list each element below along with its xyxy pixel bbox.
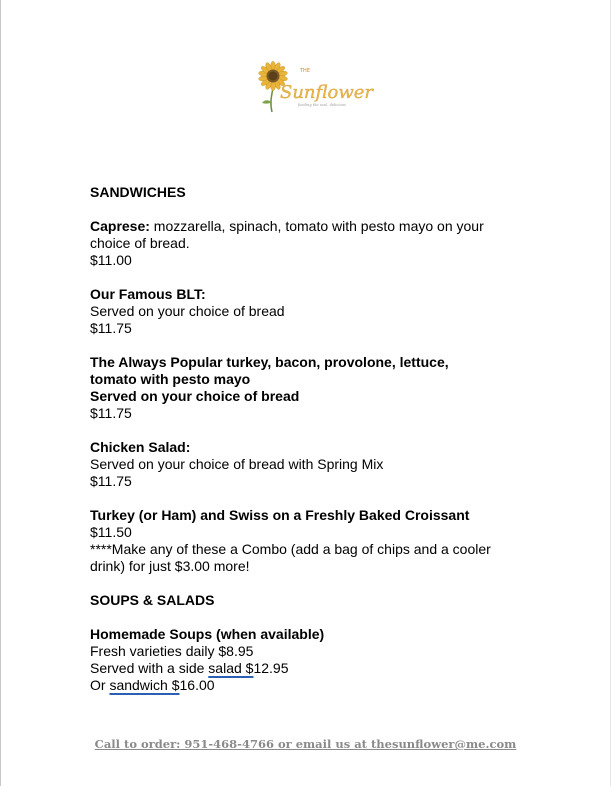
menu-item-croissant [90,507,530,575]
menu-item-caprese [90,218,530,269]
soups-line-3 [90,677,530,694]
caprese-line-1 [90,218,530,235]
menu-content [90,184,530,694]
caprese-price: $11.00 [90,252,132,268]
blt-desc: Served on your choice of bread [90,303,285,319]
blt-price: $11.75 [90,320,132,336]
salad-spellcheck-underline: salad $ [208,660,254,676]
soups-line-3-pre: Or [90,677,110,693]
page-left-edge [0,0,1,786]
sandwich-spellcheck-underline: sandwich $ [109,677,180,693]
sunflower-logo [256,58,374,114]
popular-line-1: The Always Popular turkey, bacon, provolone, lettuce, [90,354,449,370]
chicken-desc: Served on your choice of bread with Spring Mix [90,456,384,472]
croissant-price: $11.50 [90,524,132,540]
popular-price: $11.75 [90,405,132,421]
menu-item-popular [90,354,530,422]
popular-line-3: Served on your choice of bread [90,388,300,404]
sunflower-icon [256,58,374,114]
soups-line-2 [90,660,530,677]
menu-item-blt [90,286,530,337]
menu-item-soups [90,626,530,694]
soups-line-1: Fresh varieties daily $8.95 [90,643,254,659]
logo-name: Sunflower [280,82,374,103]
soups-line-2-post: 12.95 [253,660,289,676]
caprese-desc-2: choice of bread. [90,235,190,251]
caprese-name: Caprese: [90,218,150,234]
menu-item-chicken-salad [90,439,530,490]
croissant-name: Turkey (or Ham) and Swiss on a Freshly Baked Croissant [90,507,470,523]
sandwiches-heading: SANDWICHES [90,184,186,200]
soups-heading: SOUPS & SALADS [90,592,215,608]
footer-contact-link[interactable]: Call to order: 951-468-4766 or email us at thesunflower@me.com [94,737,517,751]
logo-small-text: THE [300,68,310,74]
logo-tagline: feeding the soul, delicious [298,103,346,107]
caprese-desc-1: mozzarella, spinach, tomato with pesto mayo on your [149,218,484,234]
soups-line-3-post: 16.00 [179,677,215,693]
soups-line-2-pre: Served with a side [90,660,209,676]
chicken-name: Chicken Salad: [90,439,191,455]
popular-line-2: tomato with pesto mayo [90,371,251,387]
blt-name: Our Famous BLT: [90,286,206,302]
combo-note-2: drink) for just $3.00 more! [90,558,250,574]
combo-note-1: ****Make any of these a Combo (add a bag of chips and a cooler [90,541,491,557]
chicken-price: $11.75 [90,473,132,489]
soups-title: Homemade Soups (when available) [90,626,325,642]
